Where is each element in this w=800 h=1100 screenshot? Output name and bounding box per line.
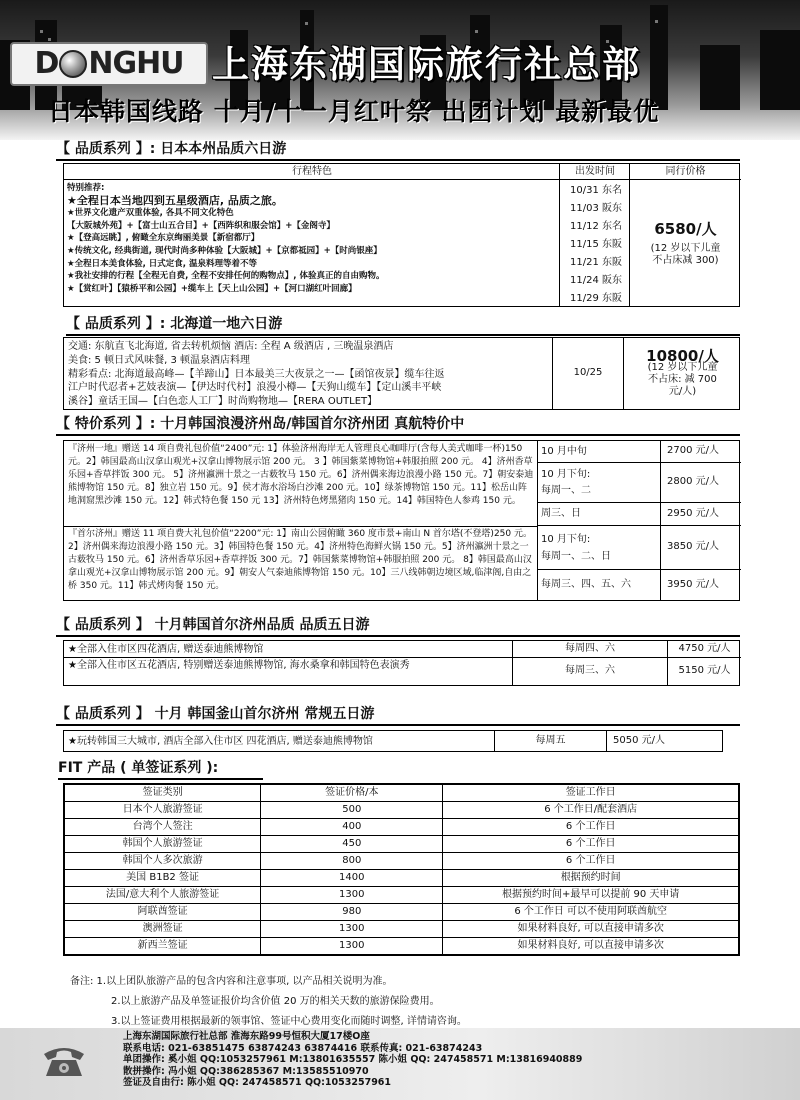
package-days: 每周三、六 bbox=[512, 658, 667, 685]
section4-divider bbox=[56, 635, 740, 637]
departure-date: 11/12 东名 bbox=[570, 221, 622, 232]
price-note: (12 岁以下儿童 bbox=[650, 242, 721, 254]
agency-title: 上海东湖国际旅行社总部 bbox=[212, 43, 641, 86]
visa-row bbox=[65, 904, 739, 921]
package-desc: ★全部入住市区五花酒店, 特别赠送泰迪熊博物馆, 海水桑拿和韩国特色表演秀 bbox=[68, 660, 410, 671]
section5-divider bbox=[56, 724, 740, 726]
price-row bbox=[538, 441, 741, 463]
visa-row bbox=[65, 836, 739, 853]
visa-type: 澳洲签证 bbox=[65, 921, 261, 938]
visa-type: 韩国个人多次旅游 bbox=[65, 853, 261, 870]
visa-type: 台湾个人签注 bbox=[65, 819, 261, 836]
section2-table bbox=[63, 337, 740, 410]
package-price: 5050 元/人 bbox=[606, 731, 724, 751]
remark-line: 备注: 1.以上团队旅游产品的包含内容和注意事项, 以产品相关说明为准。 bbox=[70, 976, 393, 987]
period-label: 10 月下旬: bbox=[541, 534, 591, 545]
departure-date: 11/24 阪东 bbox=[570, 275, 622, 286]
feature-line: ★传统文化, 经典街道, 现代时尚多种体验【大阪城】+【京都祗园】+【时尚银座】 bbox=[67, 245, 382, 256]
visa-type: 日本个人旅游签证 bbox=[65, 802, 261, 819]
section1-price-cell bbox=[630, 180, 741, 308]
visa-row bbox=[65, 802, 739, 819]
package-desc: ★全部入住市区四花酒店, 赠送泰迪熊博物馆 bbox=[68, 644, 264, 655]
price-row bbox=[538, 463, 741, 503]
period-price: 2800 元/人 bbox=[660, 463, 741, 502]
period-label: 每周一、二 bbox=[541, 485, 591, 496]
period-label: 10 月中旬 bbox=[541, 446, 587, 457]
visa-type: 韩国个人旅游签证 bbox=[65, 836, 261, 853]
page-subtitle: 日本韩国线路 十月/十一月红叶祭 出团计划 最新最优 bbox=[48, 97, 660, 126]
col-departure-header: 出发时间 bbox=[560, 164, 630, 180]
visa-price: 1300 bbox=[261, 921, 443, 938]
description-line: 溪谷】童话王国—【白色恋人工厂】时尚购物地—【RERA OUTLET】 bbox=[68, 396, 378, 408]
description-line: 美食: 5 顿日式风味餐, 3 顿温泉酒店料理 bbox=[68, 354, 250, 366]
section3-divider bbox=[56, 434, 740, 436]
visa-workdays: 6 个工作日/配套酒店 bbox=[443, 802, 739, 819]
donghu-logo: D NGHU bbox=[10, 42, 208, 86]
price-note: 不占床: 减 700 bbox=[648, 373, 717, 385]
feature-line: ★我社安排的行程【全程无自费, 全程不安排任何的购物点】, 体验真正的自由购物。 bbox=[67, 271, 385, 282]
visa-workdays: 6 个工作日 bbox=[443, 819, 739, 836]
visa-row bbox=[65, 938, 739, 955]
period-price: 2950 元/人 bbox=[660, 503, 741, 525]
departure-date: 11/29 东阪 bbox=[570, 293, 622, 304]
remark-line: 3.以上签证费用根据最新的领事馆、签证中心费用变化而随时调整, 详情请咨询。 bbox=[111, 1016, 467, 1027]
price-note: 元/人) bbox=[668, 385, 697, 397]
contact-line: 单团操作: 奚小姐 QQ:1053257961 M:13801635557 陈小姐 QQ: 247458571 M:13816940889 bbox=[123, 1054, 583, 1066]
price-row bbox=[538, 526, 741, 570]
globe-icon bbox=[59, 50, 87, 78]
feature-line: ★全程日本当地四到五星级酒店, 品质之旅。 bbox=[67, 194, 283, 207]
description-line: 精彩看点: 北海道最高峰—【羊蹄山】日本最美三大夜景之一—【函馆夜景】缆车往返 bbox=[68, 368, 445, 380]
description-line: 交通: 东航直飞北海道, 省去转机烦恼 酒店: 全程 A 级酒店 , 三晚温泉酒店 bbox=[68, 341, 394, 352]
section2-divider bbox=[66, 334, 740, 336]
feature-line: ★【赏红叶】【猿桥平和公园】+缆车上【天上山公园】+【河口湖红叶回廊】 bbox=[67, 283, 357, 294]
visa-workdays: 6 个工作日 可以不使用阿联酋航空 bbox=[443, 904, 739, 921]
visa-workdays: 根据预约时间+最早可以提前 90 天申请 bbox=[443, 887, 739, 904]
package-days: 每周四、六 bbox=[512, 641, 667, 657]
period-price: 3850 元/人 bbox=[660, 526, 741, 569]
visa-header-cell: 签证工作日 bbox=[443, 785, 739, 802]
package-row bbox=[64, 658, 741, 685]
departure-date: 10/31 东名 bbox=[570, 185, 622, 196]
header-banner bbox=[0, 0, 800, 140]
package-days: 每周五 bbox=[494, 731, 606, 751]
col-price-header: 同行价格 bbox=[630, 164, 741, 180]
section5-table bbox=[63, 730, 723, 752]
departure-date: 11/03 阪东 bbox=[570, 203, 622, 214]
section2-price-cell bbox=[624, 338, 741, 409]
contact-info bbox=[123, 1031, 582, 1089]
visa-type: 法国/意大利个人旅游签证 bbox=[65, 887, 261, 904]
visa-header-cell: 签证类别 bbox=[65, 785, 261, 802]
section5-title: 【 品质系列 】 十月 韩国釜山首尔济州 常规五日游 bbox=[56, 706, 375, 722]
remarks bbox=[70, 972, 467, 1032]
visa-workdays: 6 个工作日 bbox=[443, 853, 739, 870]
visa-price: 980 bbox=[261, 904, 443, 921]
visa-row bbox=[65, 887, 739, 904]
visa-type: 阿联酋签证 bbox=[65, 904, 261, 921]
visa-type: 美国 B1B2 签证 bbox=[65, 870, 261, 887]
visa-price: 450 bbox=[261, 836, 443, 853]
visa-row bbox=[65, 870, 739, 887]
feature-line: ★世界文化遗产双重体验, 各具不同文化特色 bbox=[67, 208, 234, 219]
feature-line: ★【登高远眺】, 俯瞰全东京绚丽美景【新宿都厅】 bbox=[67, 233, 260, 244]
fit-divider bbox=[58, 778, 263, 780]
period-label: 每周一、二、日 bbox=[541, 551, 611, 562]
remark-line: 2.以上旅游产品及单签证报价均含价值 20 万的相关天数的旅游保险费用。 bbox=[111, 996, 440, 1007]
price-note: 不占床减 300) bbox=[652, 255, 719, 267]
contact-line: 上海东湖国际旅行社总部 淮海东路99号恒积大厦17楼O座 bbox=[123, 1031, 370, 1042]
visa-row bbox=[65, 853, 739, 870]
features-list bbox=[67, 182, 559, 295]
visa-header-cell: 签证价格/本 bbox=[261, 785, 443, 802]
section1-price: 6580/人 bbox=[654, 220, 717, 239]
visa-row bbox=[65, 819, 739, 836]
jeju-package-text: 『济州一地』赠送 14 项自费礼包价值“2400”元: 1】体验济州海岸无人管理良心咖啡厅(含每人美式咖啡一杯)150 元。2】韩国最高山汉拿山观光+汉拿山博物展示馆 200 元。 3 】韩国紫菜博物馆+韩服拍照 200 元。 4】济州香草乐园+香草拌饭 300 元。 5】济州瀛洲十景之一古薮牧马 150 元。6】济州偶来海边浪漫小路 150 元。7】朝安泰迪熊博物馆 150 元。8】独立岩 150 元。9】侯才海水浴场白沙滩 200 元。10】绿茶博物馆 150 元。11】松岳山阵地洞窟黑沙滩 150 元。12】韩式特色餐 150 元 13】济州特色烤黑猪肉 150 元。14】韩国特色人参鸡 150 元。 bbox=[68, 444, 534, 506]
contact-line: 签证及自由行: 陈小姐 QQ: 247458571 QQ:1053257961 bbox=[123, 1077, 392, 1089]
col-features-header: 行程特色 bbox=[64, 164, 560, 180]
section2-title: 【 品质系列 】: 北海道一地六日游 bbox=[66, 316, 283, 332]
section2-description bbox=[68, 340, 552, 409]
section1-divider bbox=[56, 159, 740, 161]
price-note: (12 岁以下儿童 bbox=[647, 361, 718, 373]
price-row bbox=[538, 503, 741, 526]
visa-row bbox=[65, 921, 739, 938]
visa-price: 1300 bbox=[261, 938, 443, 955]
package-price: 5150 元/人 bbox=[667, 658, 741, 685]
departure-date: 11/21 东阪 bbox=[570, 257, 622, 268]
contact-line: 散拼操作: 冯小姐 QQ:386285367 M:13585510970 bbox=[123, 1065, 369, 1077]
section4-table bbox=[63, 640, 740, 686]
visa-type: 新西兰签证 bbox=[65, 938, 261, 955]
section3-title: 【 特价系列 】: 十月韩国浪漫济州岛/韩国首尔济州团 真航特价中 bbox=[56, 416, 465, 432]
feature-line: 特别推荐: bbox=[67, 183, 105, 193]
visa-header-row bbox=[65, 785, 739, 802]
visa-workdays: 根据预约时间 bbox=[443, 870, 739, 887]
feature-line: 【大阪城外苑】+【富士山五合目】+【西阵织和服会馆】+【金阁寺】 bbox=[67, 220, 335, 231]
visa-price: 1400 bbox=[261, 870, 443, 887]
contact-line: 联系电话: 021-63851475 63874243 63874416 联系传真: 021-63874243 bbox=[123, 1042, 483, 1054]
visa-price: 1300 bbox=[261, 887, 443, 904]
contact-footer bbox=[0, 1028, 800, 1100]
period-label: 10 月下旬: bbox=[541, 469, 591, 480]
visa-workdays: 如果材料良好, 可以直接申请多次 bbox=[443, 938, 739, 955]
section1-title: 【 品质系列 】: 日本本州品质六日游 bbox=[56, 141, 287, 157]
period-label: 每周三、四、五、六 bbox=[541, 579, 631, 590]
visa-table bbox=[63, 783, 740, 956]
feature-line: ★全程日本美食体验, 日式定食, 温泉料理等着不等 bbox=[67, 258, 257, 269]
period-price: 3950 元/人 bbox=[660, 570, 741, 600]
visa-price: 400 bbox=[261, 819, 443, 836]
section2-price: 10800/人 bbox=[646, 346, 719, 365]
package-row bbox=[64, 641, 741, 658]
package-price: 4750 元/人 bbox=[667, 641, 741, 657]
departure-date: 11/15 东阪 bbox=[570, 239, 622, 250]
period-price: 2700 元/人 bbox=[660, 441, 741, 462]
section1-table bbox=[63, 163, 740, 307]
section4-title: 【 品质系列 】 十月韩国首尔济州品质 品质五日游 bbox=[56, 617, 370, 633]
visa-workdays: 6 个工作日 bbox=[443, 836, 739, 853]
visa-price: 500 bbox=[261, 802, 443, 819]
section2-date: 10/25 bbox=[573, 367, 603, 379]
section3-table bbox=[63, 440, 740, 601]
price-row bbox=[538, 570, 741, 600]
period-label: 周三、日 bbox=[541, 508, 581, 519]
fit-title: FIT 产品 ( 单签证系列 ): bbox=[58, 760, 219, 776]
departure-dates bbox=[562, 182, 630, 308]
seoul-jeju-package-text: 『首尔济州』赠送 11 项自费大礼包价值“2200”元: 1】南山公园俯瞰 360 度市景+南山 N 首尔塔(不登塔)250 元。2】济州偶来海边浪漫小路 150 元。3】韩国特色餐 150 元。4】济州特色海鲜火锅 150 元。5】济州瀛洲十景之一古薮牧马 150 元。6】济州香草乐园+香草拌饭 300 元。7】韩国紫菜博物馆+韩服拍照 200 元。 8】韩国最高山汉拿山观光+汉拿山博物展示馆 200 元。9】朝安人气泰迪熊博物馆 150 元。10】三八线韩朝边境区域,临津阁,自由之桥 350 元。11】韩式烤肉餐 150 元。 bbox=[68, 529, 532, 591]
package-desc: ★玩转韩国三大城市, 酒店全部入住市区 四花酒店, 赠送泰迪熊博物馆 bbox=[68, 736, 373, 747]
description-line: 江户时代忍者+艺妓表演—【伊达时代村】浪漫小樽—【天狗山缆车】【定山溪丰平峡 bbox=[68, 382, 442, 394]
visa-workdays: 如果材料良好, 可以直接申请多次 bbox=[443, 921, 739, 938]
telephone-icon bbox=[40, 1040, 88, 1080]
visa-price: 800 bbox=[261, 853, 443, 870]
